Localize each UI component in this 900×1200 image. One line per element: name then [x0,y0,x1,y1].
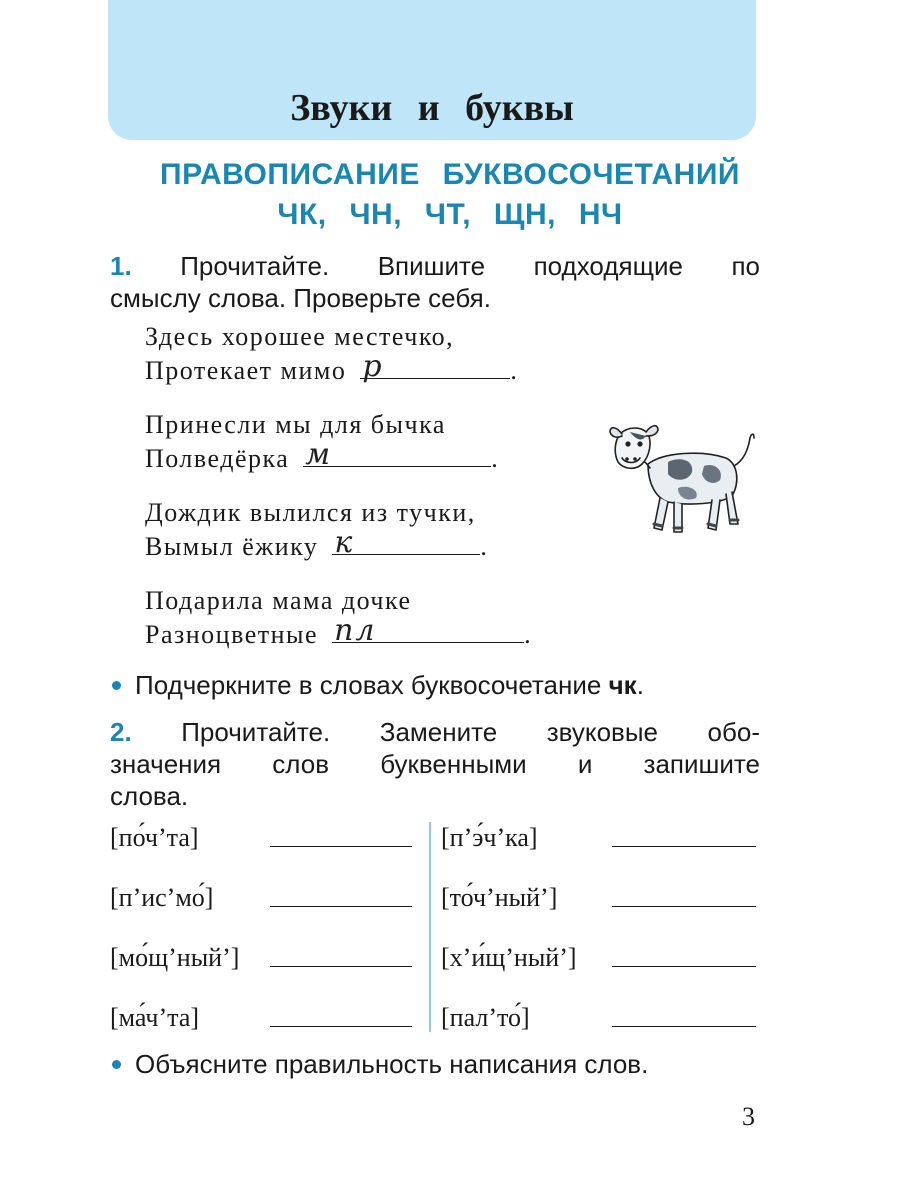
stanza-1 [145,322,518,386]
stanza-3-line1: Дождик вылился из тучки, [145,498,476,527]
exercise2-instruction [110,716,760,748]
exercise2-instruction-line2: значения слов буквенными и запишите [110,749,760,779]
transcription-left-3: [мо́щ’ный’] [110,943,240,972]
section-title-line2: ЧК, ЧН, ЧТ, ЩН, НЧ [277,198,623,231]
calf-illustration [608,412,758,542]
exercise1-instruction-line1: Прочитайте. Впишите подходящие по [180,251,760,281]
exercise1-instruction-line2: смыслу слова. Проверьте себя. [110,283,491,313]
answer-blank-2[interactable] [303,437,491,472]
header-banner [108,0,756,140]
bullet-1-text: Подчеркните в словах буквосочетание [135,670,609,700]
write-line-left-1[interactable] [270,846,412,847]
stanza-3 [145,498,488,562]
exercise1-number: 1. [110,251,132,281]
write-line-left-3[interactable] [270,966,412,967]
hint-letter-3: к [334,525,355,560]
exercise2-instruction-line3: слова. [110,781,189,811]
write-line-left-2[interactable] [270,906,412,907]
bullet-dot-icon [112,1060,121,1069]
stanza-2-line2-text: Полведёрка [145,444,290,473]
exercise2-number: 2. [110,717,132,747]
transcription-right-1: [п’э́ч’ка] [441,823,538,852]
stanza-3-end: . [480,532,489,561]
stanza-3-line2 [145,525,489,562]
write-line-right-2[interactable] [612,906,756,907]
transcription-right-4: [пал’то́] [441,1003,530,1032]
answer-blank-1[interactable] [360,349,510,384]
stanza-1-end: . [510,356,519,385]
write-line-right-1[interactable] [612,846,756,847]
page-number: 3 [742,1102,755,1131]
transcription-left-4: [ма́ч’та] [110,1003,200,1032]
hint-letter-4: пл [334,613,377,648]
stanza-2-line2 [145,437,500,474]
stanza-1-line2 [145,349,519,386]
bullet-1-end: . [636,670,644,700]
transcription-left-1: [по́ч’та] [110,823,199,852]
stanza-2-line1: Принесли мы для бычка [145,410,446,439]
stanza-4-line2 [145,613,533,650]
answer-blank-3[interactable] [332,525,480,560]
bullet-dot-icon [112,681,121,690]
transcription-right-2: [то́ч’ный’] [441,883,558,912]
stanza-2 [145,410,499,474]
bullet-underline-task [112,669,644,701]
write-line-right-4[interactable] [612,1026,756,1027]
stanza-2-end: . [491,444,500,473]
bullet-2-text: Объясните правильность написания слов. [135,1049,649,1079]
write-line-right-3[interactable] [612,966,756,967]
transcription-right-3: [х’и́щ’ный’] [441,943,577,972]
exercise1-instruction [110,250,760,282]
bullet-explain-task [112,1048,648,1080]
stanza-4 [145,586,532,650]
section-title-line1: ПРАВОПИСАНИЕ БУКВОСОЧЕТАНИЙ [160,158,740,191]
answer-blank-4[interactable] [332,613,524,648]
bullet-1-bold: чк [608,670,637,700]
stanza-4-line2-text: Разноцветные [145,620,319,649]
stanza-1-line1: Здесь хорошее местечко, [145,322,455,351]
stanza-3-line2-text: Вымыл ёжику [145,532,319,561]
write-line-left-4[interactable] [270,1026,412,1027]
stanza-4-line1: Подарила мама дочке [145,586,412,615]
transcription-left-2: [п’ис’мо́] [110,883,214,912]
hint-letter-1: р [362,349,384,384]
column-divider [429,822,431,1032]
stanza-4-end: . [524,620,533,649]
hint-letter-2: м [305,437,333,472]
stanza-1-line2-text: Протекает мимо [145,356,347,385]
exercise2-instruction-line1: Прочитайте. Замените звуковые обо- [181,717,760,747]
page-title: Звуки и буквы [290,87,574,129]
